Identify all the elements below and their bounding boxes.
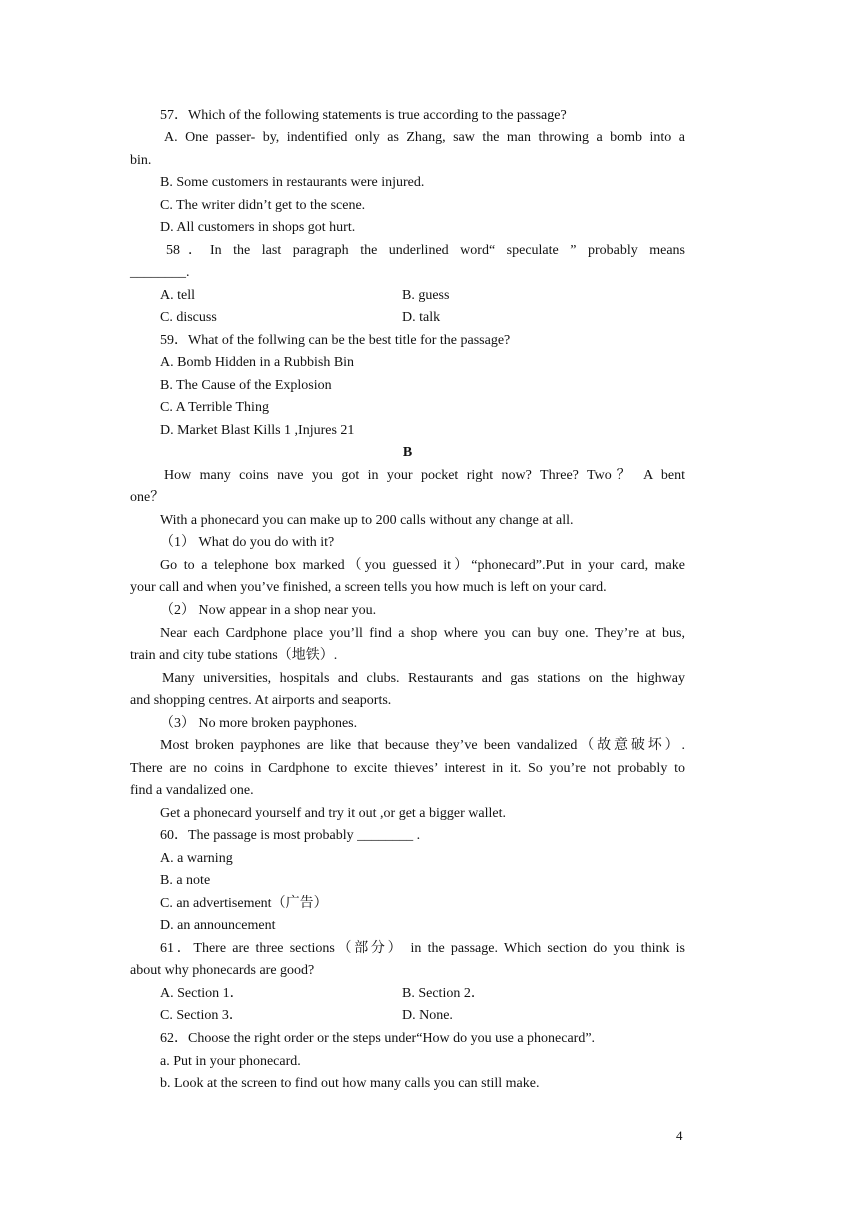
passage-paragraph-2: With a phonecard you can make up to 200 calls without any change at all. — [160, 513, 574, 528]
question-57-option-d: D. All customers in shops got hurt. — [160, 220, 356, 235]
passage-paragraph-6-cont: There are no coins in Cardphone to excite thieves’ interest in it. So you’re not probably to — [130, 761, 685, 776]
passage-heading-2: （2） Now appear in a shop near you. — [160, 603, 377, 618]
passage-paragraph-3: Go to a telephone box marked（you guessed it）“phonecard”.Put in your card, make — [160, 558, 685, 573]
section-heading-b: B — [402, 445, 413, 460]
passage-paragraph-3-cont: your call and when you’ve finished, a screen tells you how much is left on your card. — [130, 580, 607, 595]
question-60-option-b: B. a note — [160, 873, 211, 888]
passage-paragraph-4-cont: train and city tube stations（地铁）. — [130, 648, 338, 663]
passage-paragraph-7: Get a phonecard yourself and try it out ,or get a bigger wallet. — [160, 806, 506, 821]
question-61-option-d: D. None. — [402, 1008, 453, 1023]
question-58-option-b: B. guess — [402, 288, 450, 303]
question-60-option-a: A. a warning — [160, 851, 233, 866]
question-60-stem: 60．The passage is most probably ________ . — [160, 828, 421, 843]
passage-paragraph-6: Most broken payphones are like that because they’ve been vandalized（故意破坏）. — [160, 738, 685, 753]
question-60-option-c: C. an advertisement（广告） — [160, 896, 328, 911]
question-58-option-d: D. talk — [402, 310, 441, 325]
passage-paragraph-6-end: find a vandalized one. — [130, 783, 254, 798]
question-57-option-a-cont: bin. — [130, 153, 152, 168]
question-57-option-a: A. One passer- by, indentified only as Zhang, saw the man throwing a bomb into a — [164, 130, 685, 145]
passage-heading-3: （3） No more broken payphones. — [160, 716, 358, 731]
question-61-stem-cont: about why phonecards are good? — [130, 963, 315, 978]
question-57-stem: 57．Which of the following statements is true according to the passage? — [160, 108, 567, 123]
passage-paragraph-5: Many universities, hospitals and clubs. Restaurants and gas stations on the highway — [162, 671, 685, 686]
question-59-option-a: A. Bomb Hidden in a Rubbish Bin — [160, 355, 355, 370]
question-58-stem: 58．In the last paragraph the underlined word“ speculate ” probably means — [166, 243, 685, 258]
question-58-option-a: A. tell — [160, 288, 195, 303]
question-61-stem: 61．There are three sections（部分） in the passage. Which section do you think is — [160, 941, 685, 956]
question-59-option-b: B. The Cause of the Explosion — [160, 378, 332, 393]
question-61-option-c: C. Section 3． — [160, 1008, 243, 1023]
question-62-stem: 62．Choose the right order or the steps under“How do you use a phonecard”. — [160, 1031, 596, 1046]
question-58-stem-cont: ________. — [130, 265, 190, 280]
question-59-stem: 59．What of the follwing can be the best title for the passage? — [160, 333, 511, 348]
question-58-option-c: C. discuss — [160, 310, 217, 325]
passage-paragraph-1: How many coins nave you got in your pocket right now? Three? Two？ A bent — [164, 468, 685, 483]
question-59-option-c: C. A Terrible Thing — [160, 400, 269, 415]
question-62-step-b: b. Look at the screen to find out how many calls you can still make. — [160, 1076, 540, 1091]
passage-heading-1: （1） What do you do with it? — [160, 535, 335, 550]
page-number: 4 — [676, 1128, 683, 1143]
passage-paragraph-5-cont: and shopping centres. At airports and seaports. — [130, 693, 392, 708]
question-62-step-a: a. Put in your phonecard. — [160, 1054, 301, 1069]
question-57-option-b: B. Some customers in restaurants were injured. — [160, 175, 425, 190]
passage-paragraph-4: Near each Cardphone place you’ll find a shop where you can buy one. They’re at bus, — [160, 626, 685, 641]
question-61-option-a: A. Section 1． — [160, 986, 244, 1001]
question-59-option-d: D. Market Blast Kills 1 ,Injures 21 — [160, 423, 355, 438]
question-61-option-b: B. Section 2． — [402, 986, 485, 1001]
question-60-option-d: D. an announcement — [160, 918, 276, 933]
question-57-option-c: C. The writer didn’t get to the scene. — [160, 198, 366, 213]
passage-paragraph-1-cont: one？ — [130, 490, 165, 505]
